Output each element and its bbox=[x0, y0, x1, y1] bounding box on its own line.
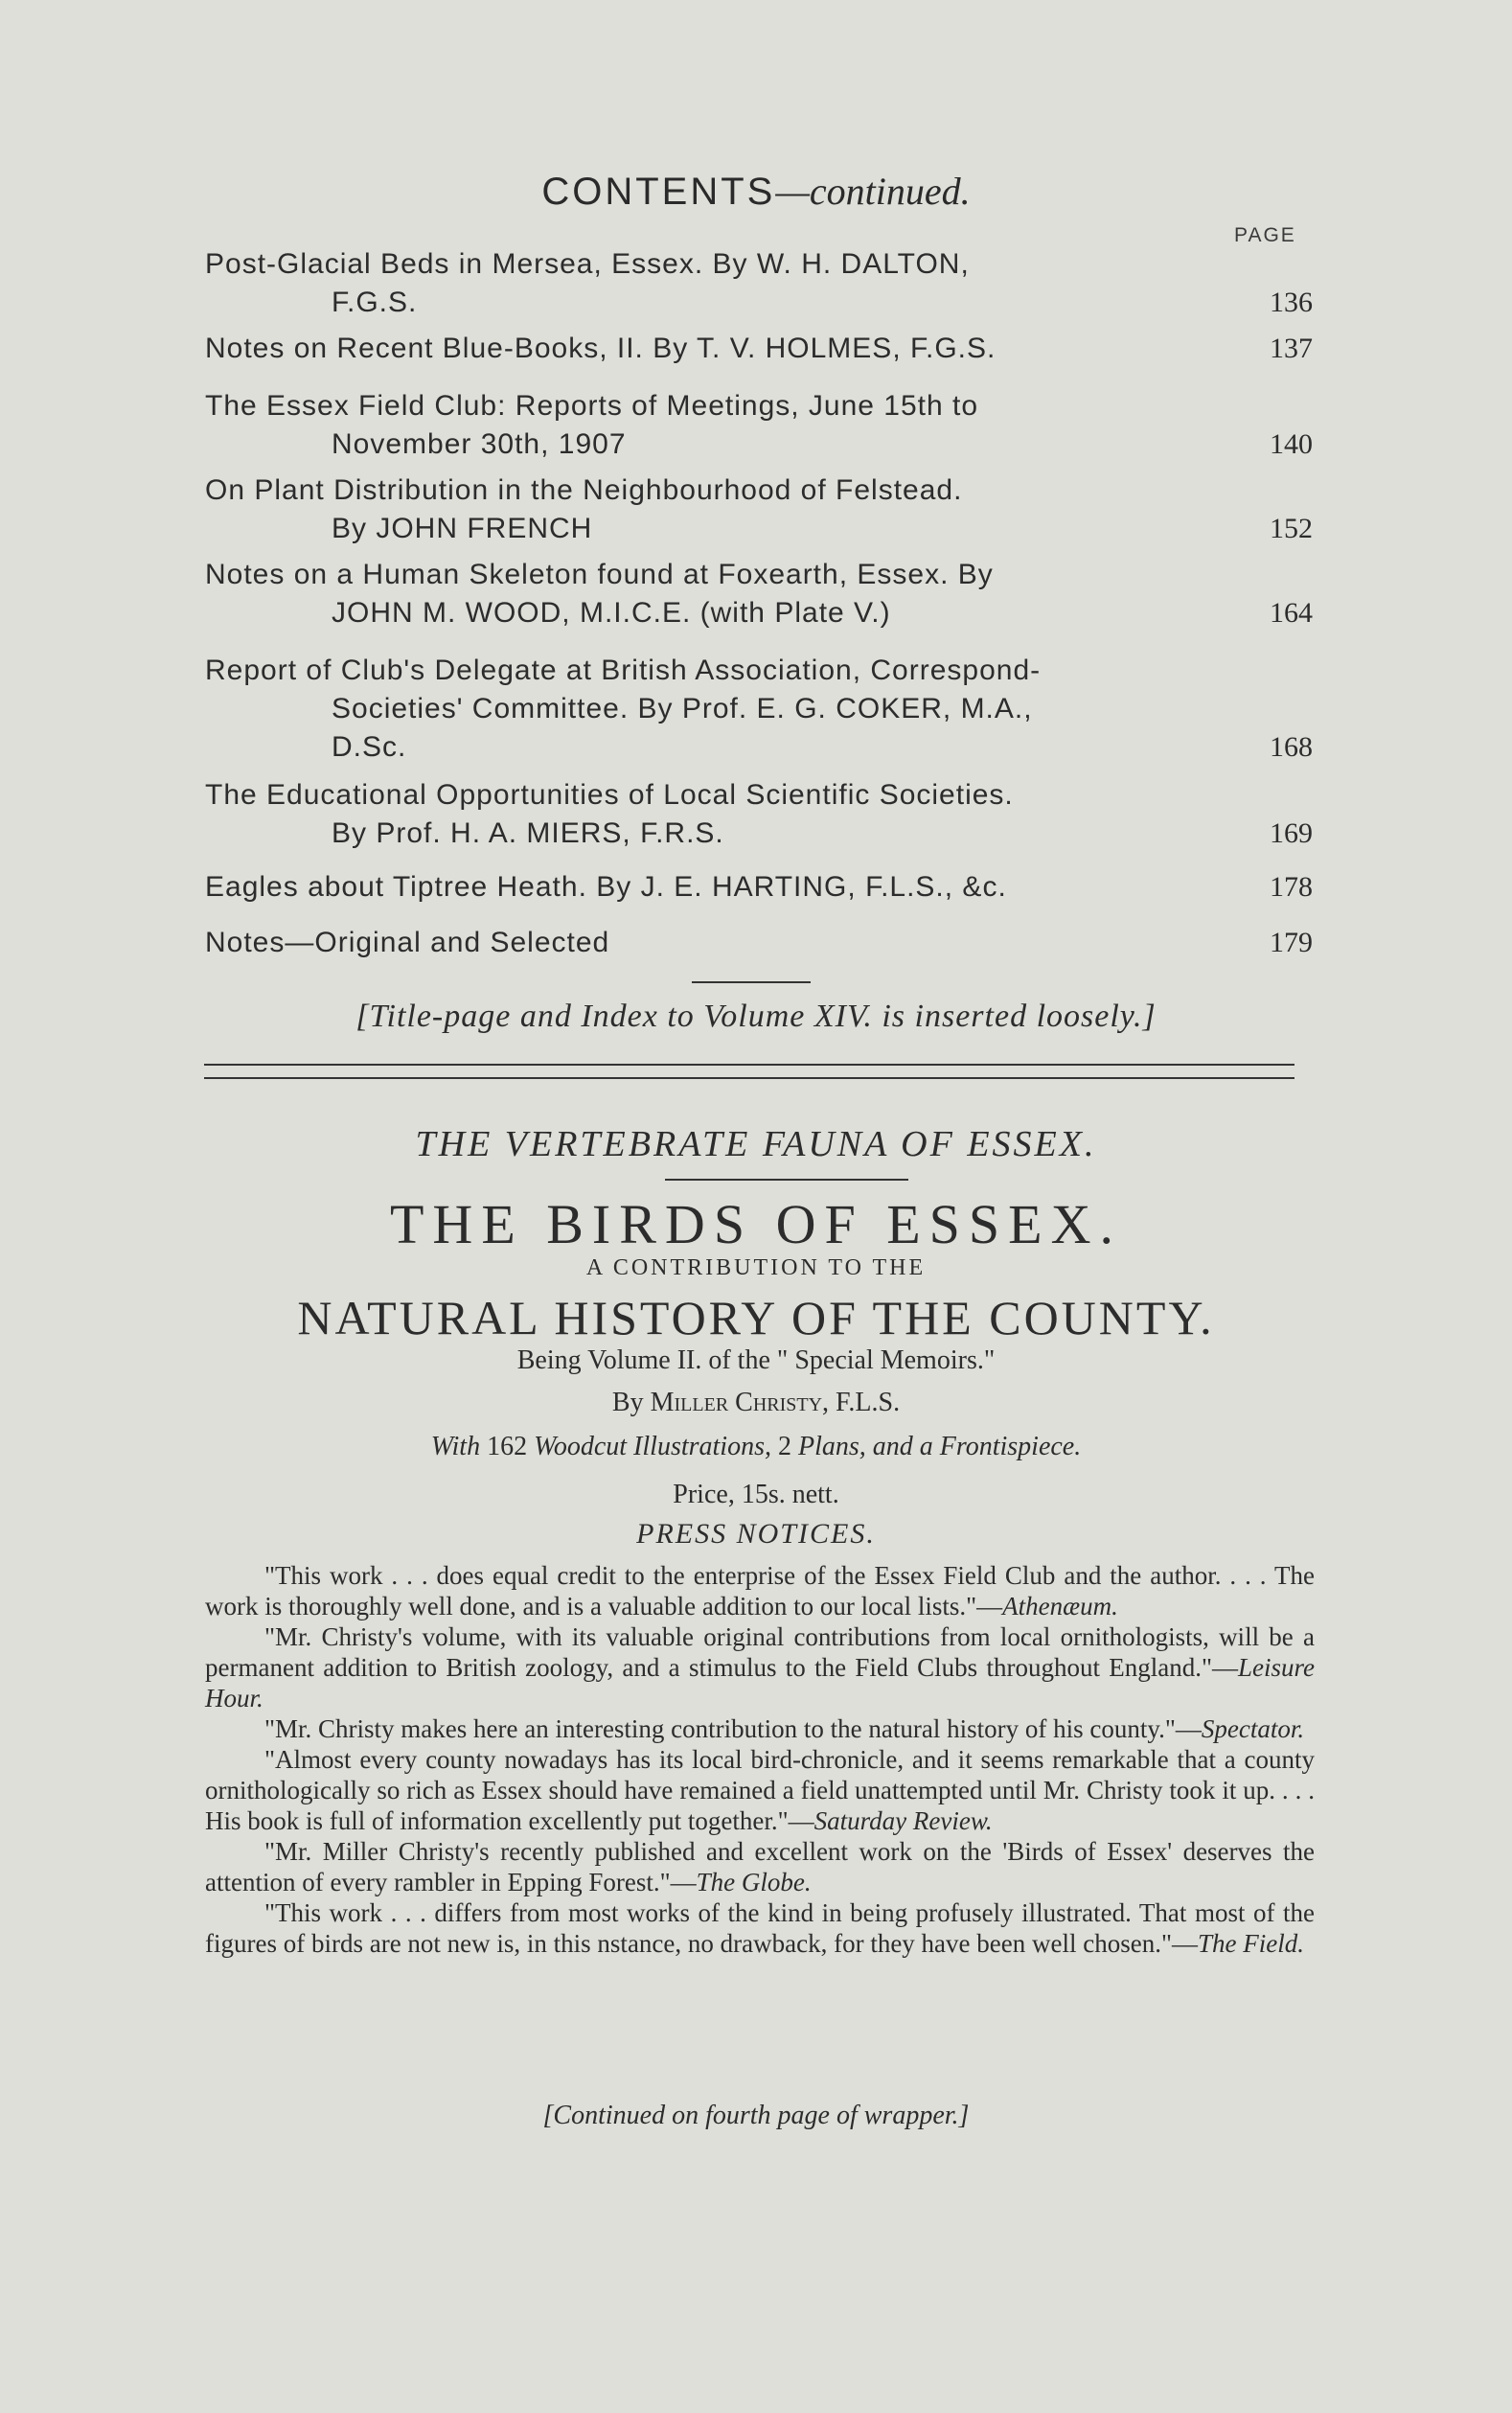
toc-entry bbox=[205, 387, 1322, 464]
toc-entry-line: Report of Club's Delegate at British Association, Correspond- bbox=[205, 655, 1042, 686]
toc-entry-line: Notes—Original and Selected bbox=[205, 927, 610, 958]
toc-entry bbox=[205, 924, 1322, 962]
toc-entry bbox=[205, 245, 1322, 322]
toc-entry-line: Post-Glacial Beds in Mersea, Essex. By W. H. DALTON, bbox=[205, 248, 970, 280]
toc-entry-line: November 30th, 1907 bbox=[332, 428, 627, 460]
press-quote: "Mr. Christy's volume, with its valuable original contributions from local ornithologists, will be a permanent addition to British zoology, and a stimulus to the Field Clubs throughout England."—Leisure Hour. bbox=[205, 1622, 1315, 1712]
press-quote: "This work . . . differs from most works of the kind in being profusely illustrated. That most of the figures of birds are not new is, in this nstance, no drawback, for they have been well chosen."—The Field. bbox=[205, 1898, 1315, 1958]
toc-entry-line: By JOHN FRENCH bbox=[332, 513, 593, 544]
volume-line: Being Volume II. of the " Special Memoirs." bbox=[516, 1345, 996, 1375]
toc-page-number: 140 bbox=[1270, 428, 1313, 460]
quote-source: The Field. bbox=[1197, 1929, 1304, 1958]
quote-source: Athenæum. bbox=[1002, 1592, 1118, 1620]
press-quote: "This work . . . does equal credit to the enterprise of the Essex Field Club and the author. . . . The work is thoroughly well done, and is a valuable addition to our local lists."—Athenæum. bbox=[205, 1561, 1315, 1620]
contribution-line: A CONTRIBUTION TO THE bbox=[585, 1255, 927, 1280]
toc-page-number: 136 bbox=[1270, 287, 1313, 318]
toc-entry-line: By Prof. H. A. MIERS, F.R.S. bbox=[332, 817, 724, 849]
toc-entry-line: Eagles about Tiptree Heath. By J. E. HARTING, F.L.S., &c. bbox=[205, 871, 1007, 903]
toc-page-number: 137 bbox=[1270, 333, 1313, 364]
illustrations-line: With 162 Woodcut Illustrations, 2 Plans, and a Frontispiece. bbox=[430, 1432, 1082, 1461]
continued-note: [Continued on fourth page of wrapper.] bbox=[542, 2101, 970, 2130]
toc-entry bbox=[205, 556, 1322, 632]
price-line: Price, 15s. nett. bbox=[673, 1480, 839, 1509]
quote-source: Leisure Hour. bbox=[205, 1653, 1315, 1712]
quote-source: Saturday Review. bbox=[813, 1806, 993, 1835]
press-quotes bbox=[205, 1560, 1315, 1959]
quote-source: The Globe. bbox=[696, 1868, 812, 1896]
series-divider bbox=[665, 1179, 908, 1181]
toc-page-number: 168 bbox=[1270, 731, 1313, 763]
toc-page-number: 169 bbox=[1270, 817, 1313, 849]
toc-entry bbox=[205, 652, 1322, 767]
toc-page-number: 152 bbox=[1270, 513, 1313, 544]
toc-entry-line: F.G.S. bbox=[332, 287, 418, 318]
toc-entry-line: The Essex Field Club: Reports of Meetings, June 15th to bbox=[205, 390, 979, 422]
toc-entry bbox=[205, 471, 1322, 548]
author-name: Miller Christy, F.L.S. bbox=[650, 1388, 901, 1417]
section-divider-bottom bbox=[204, 1077, 1294, 1079]
toc-entry-line: JOHN M. WOOD, M.I.C.E. (with Plate V.) bbox=[332, 597, 891, 629]
press-quote: "Mr. Christy makes here an interesting contribution to the natural history of his county."—Spectator. bbox=[264, 1714, 1305, 1743]
toc-entry-line: On Plant Distribution in the Neighbourhood of Felstead. bbox=[205, 474, 963, 506]
toc-entry-line: Notes on Recent Blue-Books, II. By T. V. HOLMES, F.G.S. bbox=[205, 333, 997, 364]
inserted-loosely-note: [Title-page and Index to Volume XIV. is inserted loosely.] bbox=[355, 999, 1157, 1034]
toc-entry-line: The Educational Opportunities of Local Scientific Societies. bbox=[205, 779, 1014, 811]
page-column-label: PAGE bbox=[1234, 224, 1296, 246]
toc-entry-line: Notes on a Human Skeleton found at Foxearth, Essex. By bbox=[205, 559, 994, 590]
toc-page-number: 178 bbox=[1270, 871, 1313, 903]
short-divider bbox=[692, 981, 811, 983]
book-subtitle: NATURAL HISTORY OF THE COUNTY. bbox=[297, 1291, 1215, 1344]
toc-entry-line: Societies' Committee. By Prof. E. G. COKER, M.A., bbox=[332, 693, 1033, 724]
toc-page-number: 179 bbox=[1270, 927, 1313, 958]
contents-heading: CONTENTS—continued. bbox=[541, 170, 971, 213]
author-line: By Miller Christy, F.L.S. bbox=[611, 1388, 901, 1417]
toc-entry bbox=[205, 330, 1322, 368]
book-title: THE BIRDS OF ESSEX. bbox=[390, 1193, 1122, 1255]
toc-entry bbox=[205, 776, 1322, 853]
toc-entry bbox=[205, 868, 1322, 907]
toc-entry-line: D.Sc. bbox=[332, 731, 407, 763]
toc-page-number: 164 bbox=[1270, 597, 1313, 629]
press-quote: "Mr. Miller Christy's recently published and excellent work on the 'Birds of Essex' deserves the attention of every rambler in Epping Forest."—The Globe. bbox=[205, 1837, 1315, 1896]
press-quote: "Almost every county nowadays has its local bird-chronicle, and it seems remarkable that a county ornithologically so rich as Essex should have remained a field unattempted until Mr. Christy took it up. . . . His book is full of information excellently put together."—Saturday Review. bbox=[205, 1745, 1315, 1835]
series-title: THE VERTEBRATE FAUNA OF ESSEX. bbox=[415, 1124, 1097, 1164]
quote-source: Spectator. bbox=[1201, 1714, 1305, 1743]
section-divider-top bbox=[204, 1064, 1294, 1066]
press-notices-heading: PRESS NOTICES. bbox=[636, 1518, 876, 1550]
